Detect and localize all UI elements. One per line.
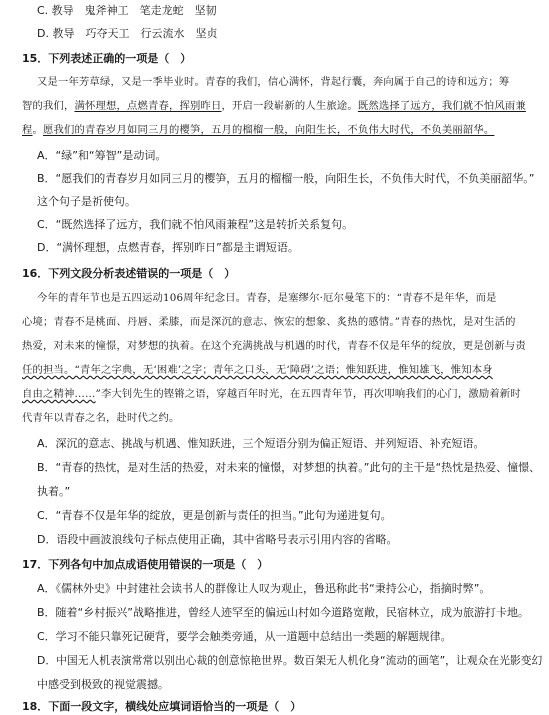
q17-option-d-cont: 中感受到极致的视觉震撼。	[37, 678, 169, 691]
q16-passage-line-4	[22, 363, 493, 377]
q16-passage-line-1: 今年的青年节也是五四运动106周年纪念日。青春，是塞缪尔·厄尔曼笔下的：“青春不是年华，而是	[37, 292, 497, 304]
q16-passage-line-5	[22, 387, 521, 401]
q17-option-d[interactable]: D．中国无人机表演常常以别出心裁的创意惊艳世界。数百架无人机化身“流动的画笔”，让观众在光影变幻	[37, 654, 543, 667]
q16-option-b[interactable]: B．“青春的热忱，是对生活的热爱，对未来的憧憬，对梦想的执着。”此句的主干是“热忱是热爱、憧憬、	[37, 461, 541, 474]
q15-underlined-phrase: 满怀理想，点燃青春，挥别昨日	[74, 100, 222, 112]
q16-wavy-quote-end: 自由之精神……	[22, 388, 96, 400]
q16-passage-text: ”李大钊先生的铿锵之语，穿越百年时光，在五四青年节，再次叩响我们的心门，激励着新时	[95, 388, 521, 400]
q15-underlined-sentence-2: 愿我们的青春岁月如同三月的樱笋，五月的榴榴一般，向阳生长，不负伟大时代，不负美丽韶华。	[43, 124, 495, 136]
q17-option-b[interactable]: B．随着“乡村振兴”战略推进，曾经人迹罕至的偏远山村如今道路宽敞，民宿林立，成为旅游打卡地。	[37, 606, 529, 619]
q15-passage-text: 智的我们，	[22, 100, 75, 112]
q18-stem: 18．下面一段文字，横线处应填词语恰当的一项是（ ）	[22, 700, 302, 713]
q17-option-a[interactable]: A．《儒林外史》中封建社会读书人的群像让人叹为观止，鲁迅称此书“秉持公心，指摘时弊”。	[37, 582, 491, 595]
q15-passage-text: ，开启一段崭新的人生旅途。	[221, 100, 358, 112]
q15-underlined-sentence: 既然选择了远方，我们就不怕风雨兼	[357, 100, 526, 112]
q15-passage-line-2	[22, 99, 526, 113]
q15-option-c[interactable]: C．“既然选择了远方，我们就不怕风雨兼程”这是转折关系复句。	[37, 218, 354, 231]
q16-option-c[interactable]: C．“青春不仅是年华的绽放，更是创新与责任的担当。”此句为递进复句。	[37, 509, 392, 522]
q16-option-d[interactable]: D．语段中画波浪线句子标点使用正确，其中省略号表示引用内容的省略。	[37, 533, 398, 546]
q17-option-c[interactable]: C．学习不能只靠死记硬背，要学会触类旁通，从一道题中总结出一类题的解题规律。	[37, 630, 452, 643]
q14-option-d[interactable]: D. 教导 巧夺天工 行云流水 坚贞	[37, 27, 218, 40]
q15-option-d[interactable]: D．“满怀理想，点燃青春，挥别昨日”都是主谓短语。	[37, 241, 299, 254]
q16-passage-line-2: 心境；青春不是桃面、丹唇、柔膝，而是深沉的意志、恢宏的想象、炙热的感情。”青春的热忱，是对生活的	[22, 316, 516, 328]
q15-passage-line-3	[22, 123, 494, 137]
q15-option-a[interactable]: A．“绿”和“筹智”是动词。	[37, 149, 167, 162]
q15-underlined-sentence-end: 程	[22, 124, 33, 136]
q16-option-b-cont: 执着。”	[37, 485, 71, 498]
q14-option-c[interactable]: C. 教导 鬼斧神工 笔走龙蛇 坚韧	[37, 4, 217, 17]
q16-wavy-quote: 任的担当。“青年之字典，无‘困难’之字；青年之口头，无‘障碍’之语；惟知跃进，惟知雄飞，惟知本身	[22, 364, 493, 376]
q16-passage-line-3: 热爱，对未来的憧憬，对梦想的执着。在这个充满挑战与机遇的时代，青春不仅是年华的绽放，更是创新与责	[22, 340, 526, 352]
q15-option-b-cont: 这个句子是祈使句。	[37, 195, 136, 208]
q15-passage-text: 。	[32, 124, 43, 136]
q15-stem: 15．下列表述正确的一项是（ ）	[22, 52, 192, 65]
q15-option-b[interactable]: B．“愿我们的青春岁月如同三月的樱笋，五月的榴榴一般，向阳生长，不负伟大时代，不负美丽韶华。”	[37, 172, 535, 185]
q17-stem: 17．下列各句中加点成语使用错误的一项是（ ）	[22, 558, 269, 571]
q16-stem: 16．下列文段分析表述错误的一项是（ ）	[22, 267, 236, 280]
q16-passage-line-6: 代青年以青春之名，赴时代之约。	[22, 412, 180, 424]
q15-passage-line-1: 又是一年芳草绿，又是一季毕业时。青春的我们，信心满怀，背起行囊，奔向属于自己的诗和远方；筹	[37, 76, 510, 88]
q16-option-a[interactable]: A．深沉的意志、挑战与机遇、惟知跃进，三个短语分别为偏正短语、并列短语、补充短语。	[37, 437, 485, 450]
